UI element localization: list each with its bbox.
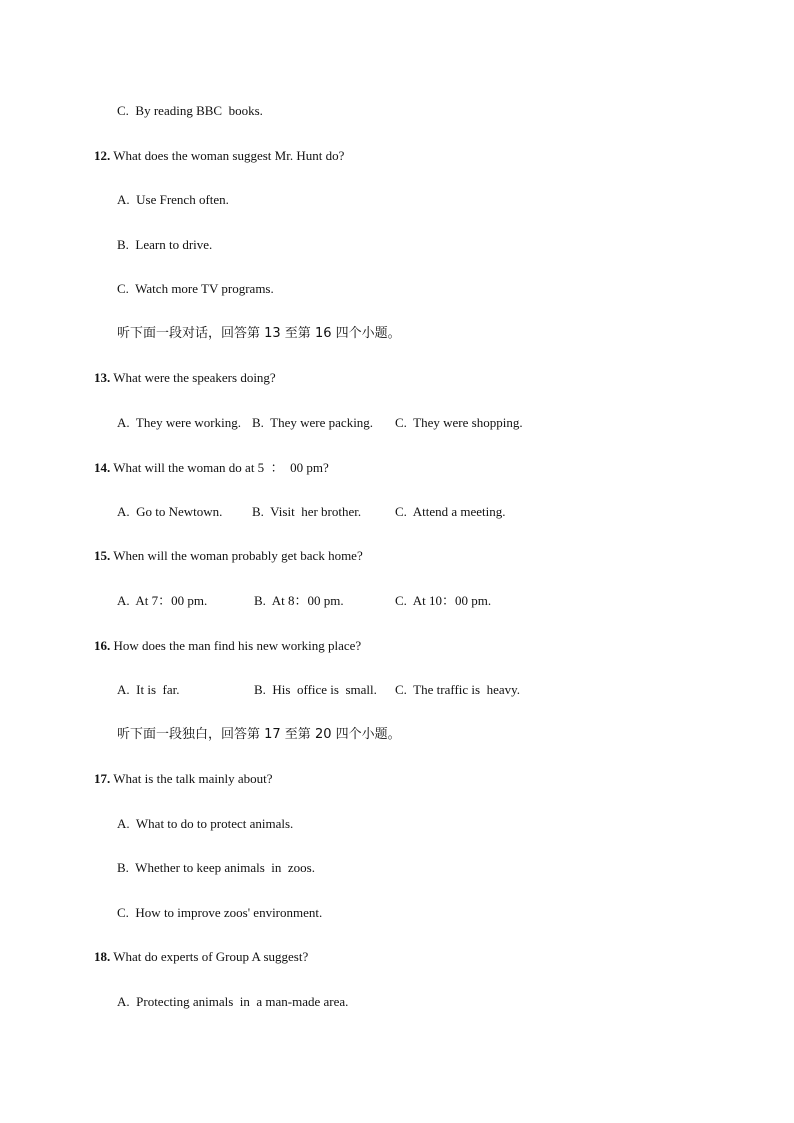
question-text: When will the woman probably get back home? [110, 548, 363, 563]
q15-option-a: A. At 7：00 pm. [117, 593, 208, 608]
question-15 [94, 548, 363, 564]
q17-option-b: B. Whether to keep animals in zoos. [117, 860, 315, 875]
question-14 [94, 460, 329, 476]
q18-option-a: A. Protecting animals in a man-made area. [117, 994, 349, 1009]
question-number: 16. [94, 638, 111, 653]
q17-option-a: A. What to do to protect animals. [117, 816, 294, 831]
question-number: 15. [94, 548, 111, 563]
question-text: How does the man find his new working place? [110, 638, 362, 653]
q14-option-a: A. Go to Newtown. [117, 504, 223, 519]
q16-option-a: A. It is far. [117, 682, 180, 697]
q16-option-b: B. His office is small. [254, 682, 377, 697]
question-number: 17. [94, 771, 111, 786]
instruction-13-16: 听下面一段对话，回答第 13 至第 16 四个小题。 [117, 326, 401, 341]
q13-options [117, 415, 617, 495]
question-number: 18. [94, 949, 111, 964]
q11-option-c: C. By reading BBC books. [117, 103, 263, 118]
q14-options [117, 504, 617, 584]
q15-options [117, 593, 617, 673]
q14-option-b: B. Visit her brother. [252, 504, 362, 519]
q15-option-c: C. At 10：00 pm. [395, 593, 492, 608]
question-text: What do experts of Group A suggest? [110, 949, 309, 964]
q13-option-b: B. They were packing. [252, 415, 374, 430]
question-text: What is the talk mainly about? [110, 771, 273, 786]
q15-option-b: B. At 8：00 pm. [254, 593, 344, 608]
q12-option-c: C. Watch more TV programs. [117, 281, 274, 296]
question-13 [94, 370, 276, 386]
q13-option-a: A. They were working. [117, 415, 241, 430]
question-12 [94, 148, 344, 164]
q12-option-a: A. Use French often. [117, 192, 229, 207]
question-number: 12. [94, 148, 111, 163]
q13-option-c: C. They were shopping. [395, 415, 523, 430]
question-text: What does the woman suggest Mr. Hunt do? [110, 148, 345, 163]
q16-options [117, 682, 617, 762]
question-text: What were the speakers doing? [110, 370, 276, 385]
question-17 [94, 771, 272, 787]
question-number: 14. [94, 460, 111, 475]
question-16 [94, 638, 361, 654]
question-number: 13. [94, 370, 111, 385]
q17-option-c: C. How to improve zoos' environment. [117, 905, 323, 920]
question-text: What will the woman do at 5 ： 00 pm? [110, 460, 329, 475]
instruction-17-20: 听下面一段独白，回答第 17 至第 20 四个小题。 [117, 727, 401, 742]
question-18 [94, 949, 308, 965]
q16-option-c: C. The traffic is heavy. [395, 682, 521, 697]
q14-option-c: C. Attend a meeting. [395, 504, 506, 519]
q12-option-b: B. Learn to drive. [117, 237, 213, 252]
